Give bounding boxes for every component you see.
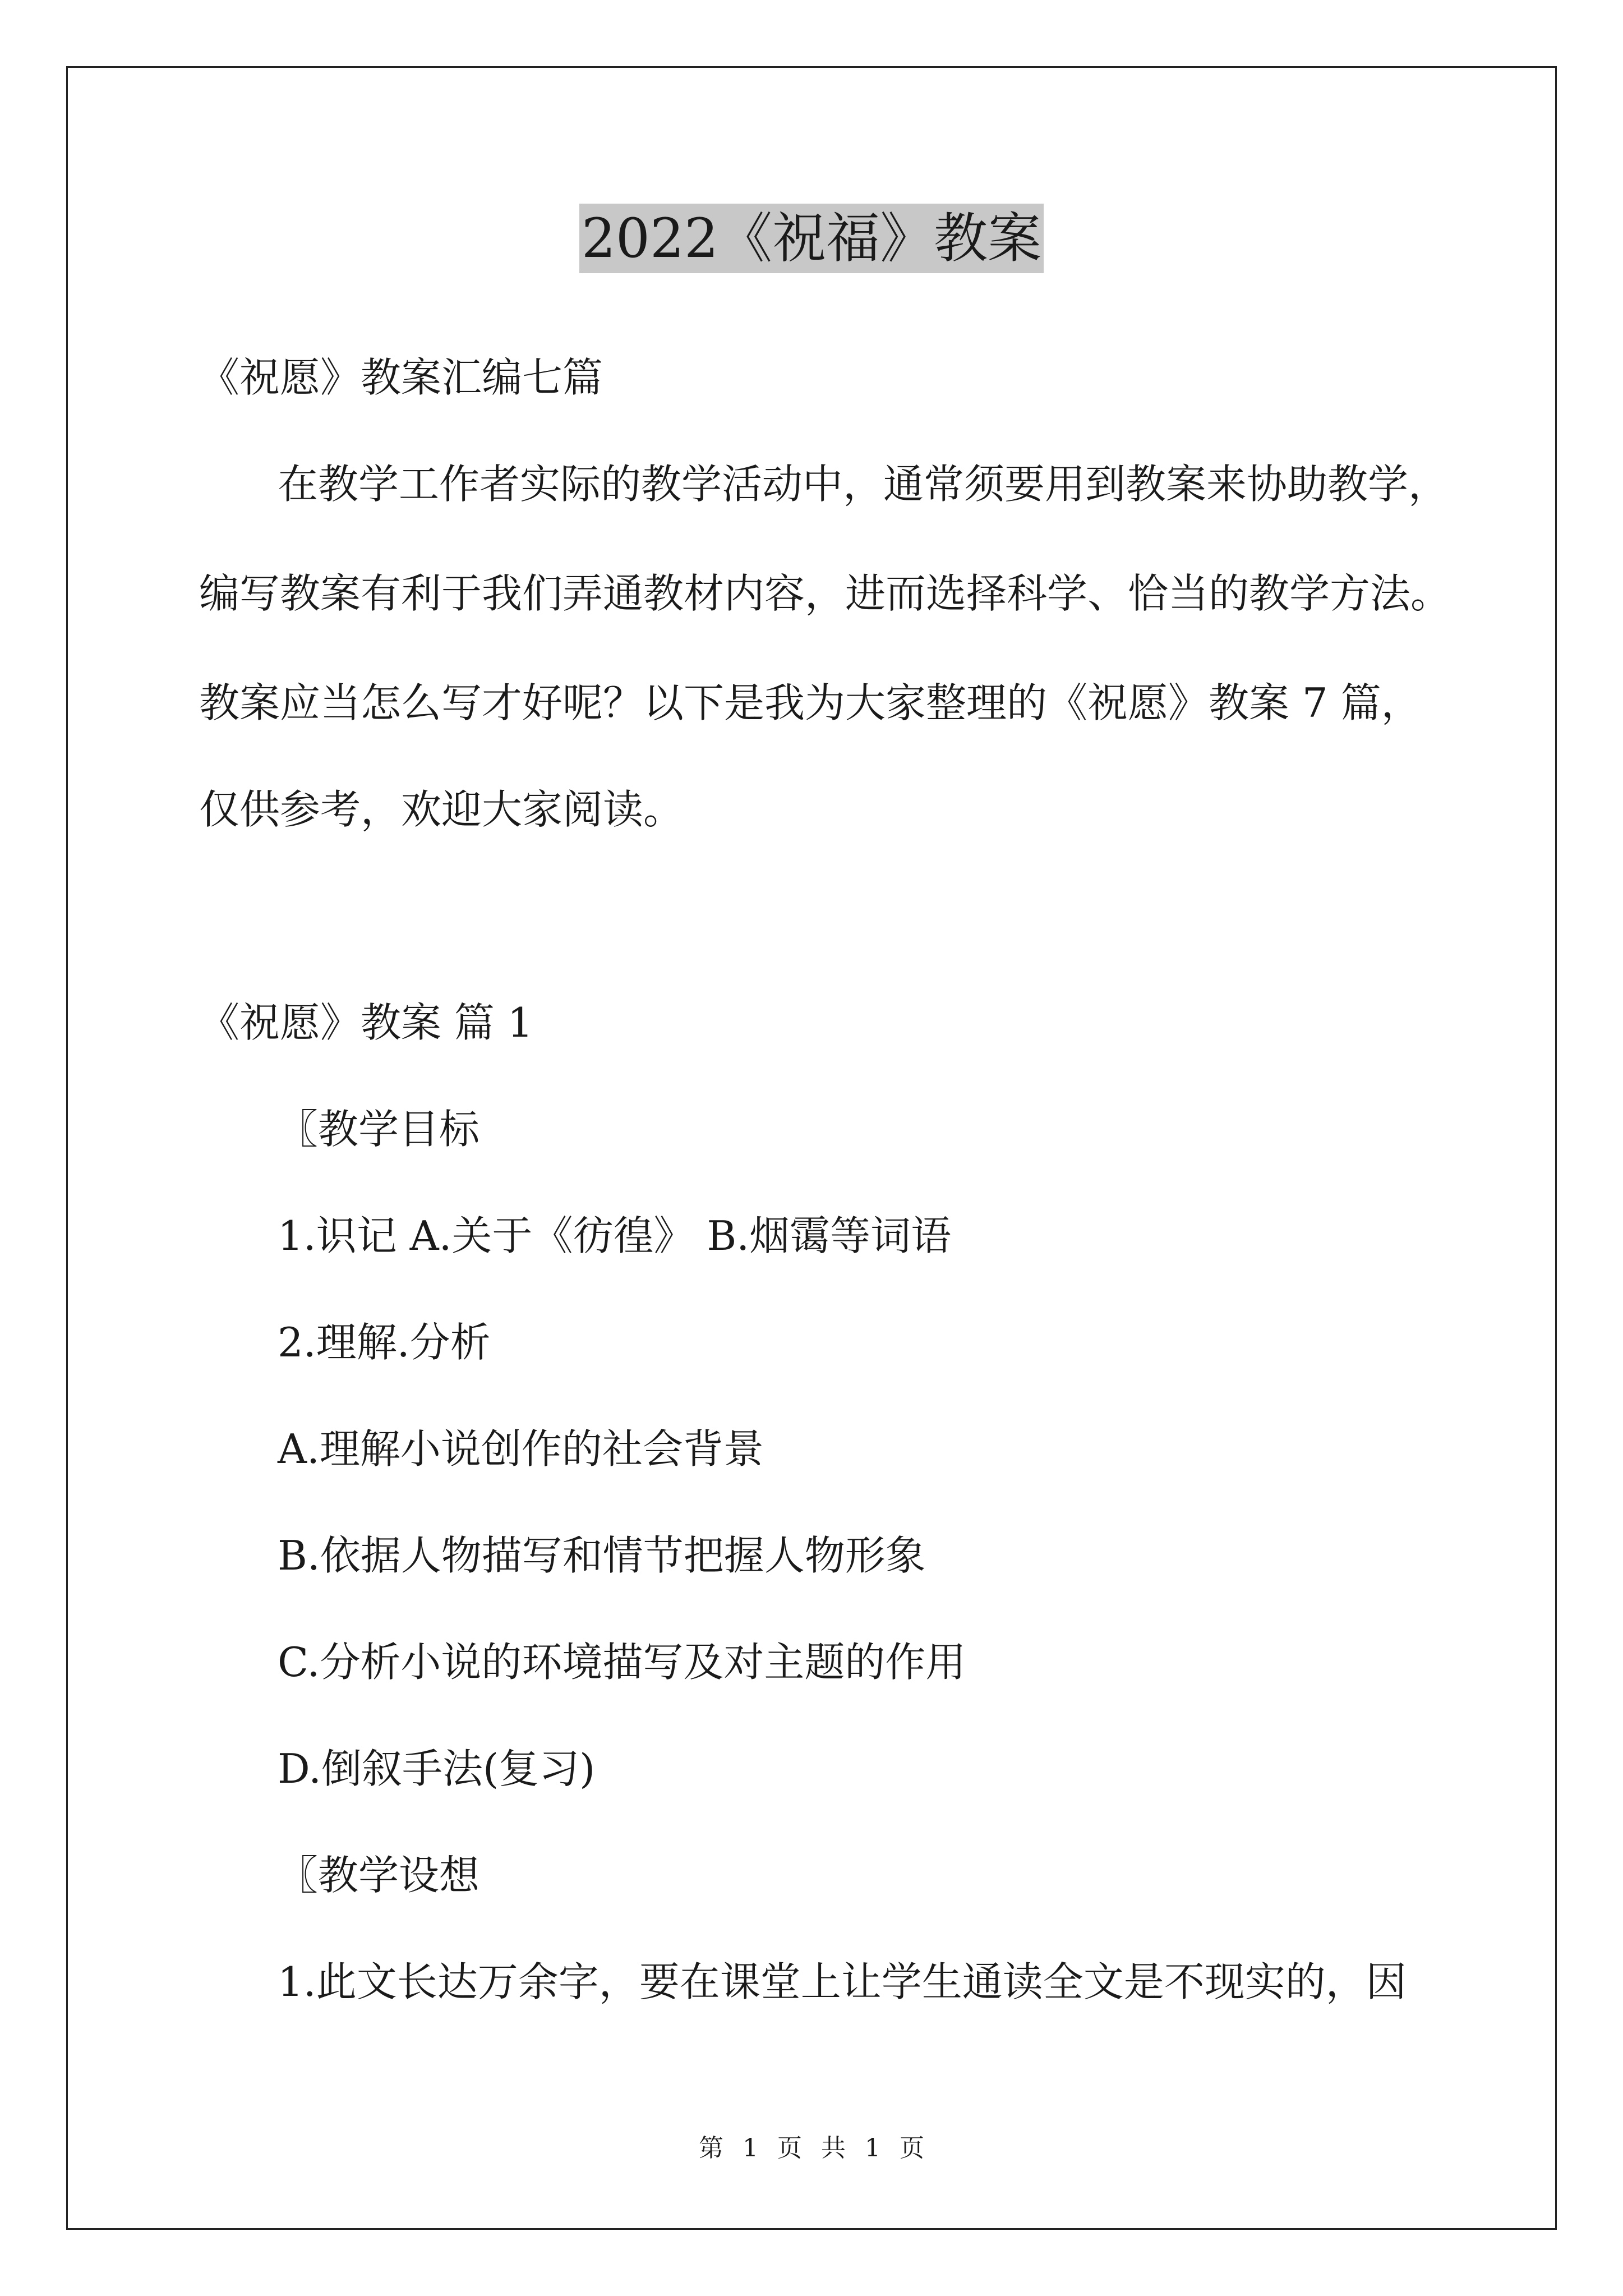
intro-line-3: 教案应当怎么写才好呢？以下是我为大家整理的《祝愿》教案 7 篇， (199, 679, 1422, 726)
objectives-heading: 〖教学目标 (278, 1106, 480, 1153)
body-line: C.分析小说的环境描写及对主题的作用 (278, 1639, 966, 1686)
intro-line-1: 在教学工作者实际的教学活动中，通常须要用到教案来协助教学， (278, 461, 1449, 508)
document-title (0, 202, 1623, 275)
body-line: 2.理解.分析 (278, 1319, 491, 1366)
body-line: A.理解小说创作的社会背景 (278, 1425, 764, 1473)
body-line: D.倒叙手法(复习) (278, 1745, 596, 1792)
intro-line-2: 编写教案有利于我们弄通教材内容，进而选择科学、恰当的教学方法。 (199, 570, 1451, 617)
page-footer: 第 1 页 共 1 页 (699, 2134, 924, 2162)
title-text: 2022《祝福》教案 (579, 204, 1044, 273)
body-line: 1.识记 A.关于《彷徨》 B.烟霭等词语 (278, 1212, 952, 1259)
intro-line-4: 仅供参考，欢迎大家阅读。 (199, 786, 684, 833)
design-heading: 〖教学设想 (278, 1852, 480, 1899)
section-heading: 《祝愿》教案 篇 1 (199, 999, 533, 1046)
body-line: 1.此文长达万余字，要在课堂上让学生通读全文是不现实的，因 (278, 1958, 1407, 2005)
subtitle: 《祝愿》教案汇编七篇 (199, 354, 603, 401)
body-line: B.依据人物描写和情节把握人物形象 (278, 1532, 926, 1579)
